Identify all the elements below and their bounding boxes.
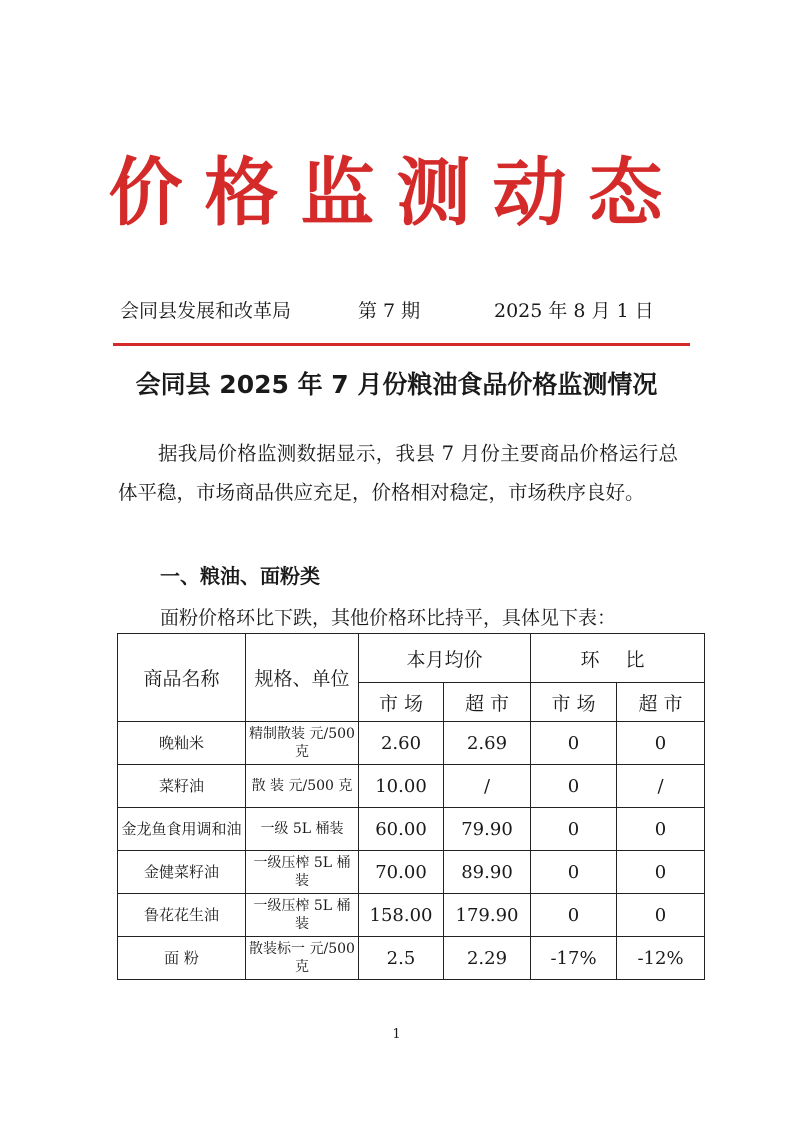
price-market: 2.60 [359, 722, 444, 765]
price-market: 158.00 [359, 894, 444, 937]
table-intro: 面粉价格环比下跌，其他价格环比持平，具体见下表： [160, 607, 617, 629]
mom-supermarket: -12% [617, 937, 705, 980]
price-supermarket: 2.69 [444, 722, 531, 765]
header-supermarket: 超 市 [444, 683, 531, 722]
price-supermarket: 2.29 [444, 937, 531, 980]
price-supermarket: / [444, 765, 531, 808]
product-spec: 一级压榨 5L 桶装 [246, 851, 359, 894]
table-row [118, 851, 705, 894]
header-market: 市 场 [359, 683, 444, 722]
header-mom-market: 市 场 [531, 683, 617, 722]
header-mom: 环 比 [531, 634, 705, 683]
price-market: 10.00 [359, 765, 444, 808]
product-name: 金龙鱼食用调和油 [118, 808, 246, 851]
mom-market: -17% [531, 937, 617, 980]
product-spec: 一级 5L 桶装 [246, 808, 359, 851]
product-name: 面 粉 [118, 937, 246, 980]
mom-supermarket: / [617, 765, 705, 808]
document-title: 会同县 2025 年 7 月份粮油食品价格监测情况 [135, 370, 658, 399]
table-row [118, 808, 705, 851]
price-supermarket: 179.90 [444, 894, 531, 937]
mom-market: 0 [531, 894, 617, 937]
table-row [118, 765, 705, 808]
mom-supermarket: 0 [617, 851, 705, 894]
mom-market: 0 [531, 765, 617, 808]
price-supermarket: 89.90 [444, 851, 531, 894]
issue-number: 第 7 期 [358, 300, 421, 322]
mom-market: 0 [531, 722, 617, 765]
product-spec: 散 装 元/500 克 [246, 765, 359, 808]
product-name: 菜籽油 [118, 765, 246, 808]
price-market: 70.00 [359, 851, 444, 894]
mom-supermarket: 0 [617, 894, 705, 937]
intro-paragraph: 据我局价格监测数据显示，我县 7 月份主要商品价格运行总体平稳，市场商品供应充足，价格相对稳定，市场秩序良好。 [118, 442, 678, 504]
section-heading: 一、粮油、面粉类 [160, 564, 320, 588]
product-spec: 散装标一 元/500 克 [246, 937, 359, 980]
product-name: 鲁花花生油 [118, 894, 246, 937]
mom-supermarket: 0 [617, 808, 705, 851]
header-mom-supermarket: 超 市 [617, 683, 705, 722]
price-table [117, 633, 705, 980]
price-market: 2.5 [359, 937, 444, 980]
issuer: 会同县发展和改革局 [120, 300, 292, 322]
masthead-title: 价格监测动态 [108, 150, 685, 236]
product-spec: 精制散装 元/500 克 [246, 722, 359, 765]
product-name: 晚籼米 [118, 722, 246, 765]
price-market: 60.00 [359, 808, 444, 851]
table-row [118, 722, 705, 765]
header-name: 商品名称 [118, 634, 246, 722]
product-spec: 一级压榨 5L 桶装 [246, 894, 359, 937]
header-avg-price: 本月均价 [359, 634, 531, 683]
issue-date: 2025 年 8 月 1 日 [494, 300, 654, 322]
header-spec: 规格、单位 [246, 634, 359, 722]
page-number: 1 [392, 1027, 401, 1042]
mom-market: 0 [531, 808, 617, 851]
mom-supermarket: 0 [617, 722, 705, 765]
table-row [118, 937, 705, 980]
product-name: 金健菜籽油 [118, 851, 246, 894]
red-divider [113, 343, 690, 346]
table-row [118, 894, 705, 937]
mom-market: 0 [531, 851, 617, 894]
price-supermarket: 79.90 [444, 808, 531, 851]
